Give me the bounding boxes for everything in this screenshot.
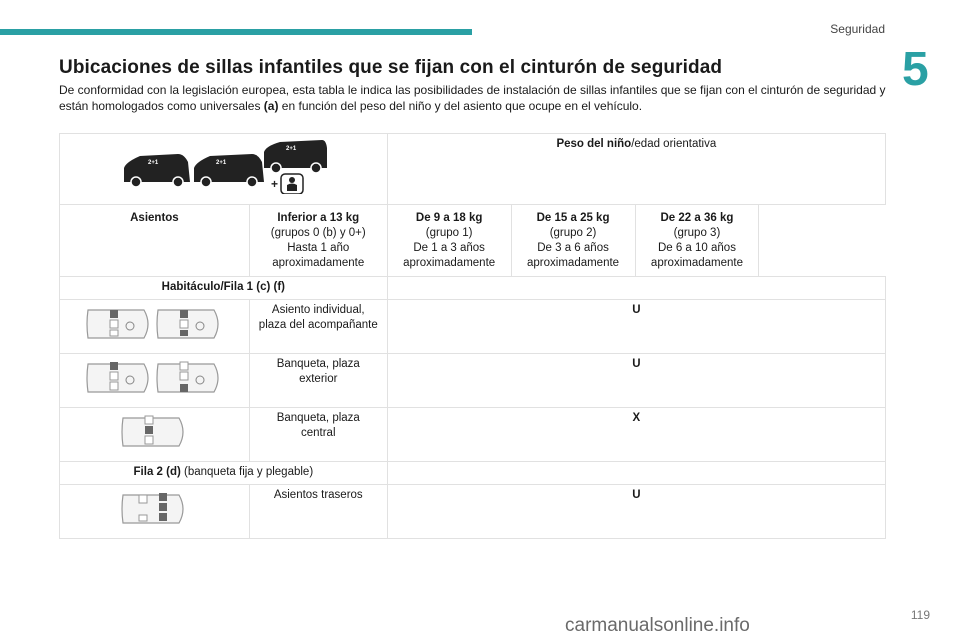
section-row-2: Fila 2 (d) (banqueta fija y plegable) — [60, 462, 388, 485]
group-1-cell: De 9 a 18 kg (grupo 1) De 1 a 3 años aproximadamente — [387, 205, 511, 277]
seat-diagram-cell — [60, 485, 250, 539]
seat-diagram-cell — [60, 354, 250, 408]
bench-center-seat-diagram-icon — [119, 412, 189, 452]
group-2-cell: De 15 a 25 kg (grupo 2) De 3 a 6 años aproximadamente — [511, 205, 635, 277]
vehicle-icons-cell — [60, 134, 388, 205]
vehicle-silhouettes-icon — [118, 138, 328, 194]
seat-diagram-cell — [60, 408, 250, 462]
group-0-cell: Inferior a 13 kg (grupos 0 (b) y 0+) Hasta 1 año aproximadamente — [249, 205, 387, 277]
page-title: Ubicaciones de sillas infantiles que se fijan con el cinturón de seguridad — [59, 57, 723, 78]
seat-value: U — [387, 354, 885, 408]
seat-label: Asiento individual, plaza del acompañante — [249, 300, 387, 354]
svg-text:+: + — [271, 177, 279, 191]
seat-label: Asientos traseros — [249, 485, 387, 539]
seat-value: U — [387, 300, 885, 354]
page-number: 119 — [910, 608, 930, 622]
seat-label: Banqueta, plaza central — [249, 408, 387, 462]
seat-value: U — [387, 485, 885, 539]
bench-outer-seat-diagram-icon — [84, 358, 224, 398]
seat-diagram-cell — [60, 300, 250, 354]
group-3-cell: De 22 a 36 kg (grupo 3) De 6 a 10 años aproximadamente — [635, 205, 759, 277]
seat-label: Banqueta, plaza exterior — [249, 354, 387, 408]
svg-text:2+1: 2+1 — [286, 146, 297, 152]
watermark: carmanualsonline.info — [565, 615, 750, 636]
front-passenger-seat-diagram-icon — [84, 304, 224, 344]
section-row-1: Habitáculo/Fila 1 (c) (f) — [60, 277, 388, 300]
weight-header-cell: Peso del niño/edad orientativa — [387, 134, 885, 205]
section-name: Seguridad — [830, 22, 885, 36]
intro-paragraph: De conformidad con la legislación europea, esta tabla le indica las posibilidades de instalación de sillas infantiles que se fijan con el cinturón de seguridad y están homologados como universales (a) en función del peso del niño y del asiento que ocupe en el vehículo. — [59, 83, 886, 113]
child-seat-table — [59, 133, 886, 539]
rear-seats-diagram-icon — [119, 489, 189, 529]
header-accent-bar — [0, 29, 472, 35]
svg-text:2+1: 2+1 — [148, 160, 159, 166]
seat-value: X — [387, 408, 885, 462]
chapter-number: 5 — [902, 43, 929, 96]
svg-text:2+1: 2+1 — [216, 160, 227, 166]
seats-label: Asientos — [60, 205, 250, 277]
